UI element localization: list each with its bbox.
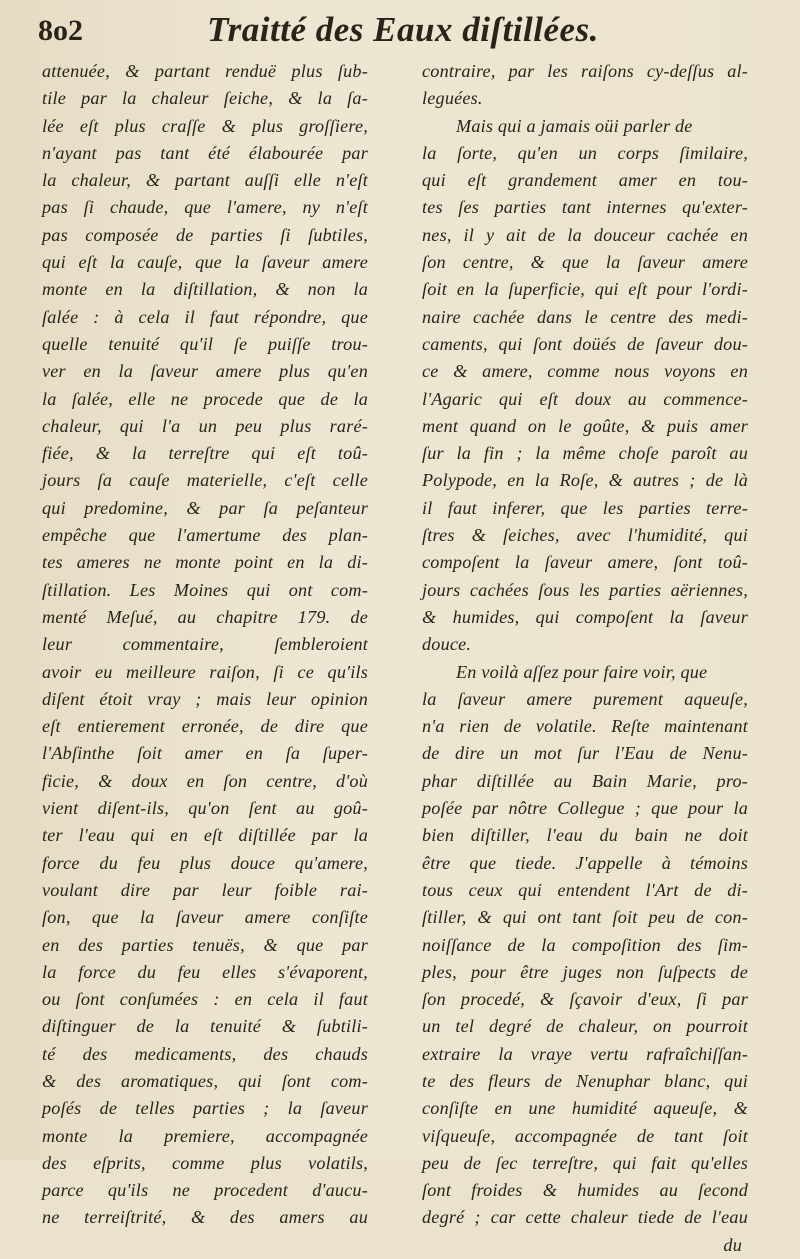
text-line: tous ceux qui entendent l'Art de di- (422, 879, 748, 900)
text-line: monte la premiere, accompagnée (42, 1125, 368, 1146)
text-line: Mais qui a jamais oüi parler de (456, 115, 693, 136)
text-line: ficie, & doux en ſon centre, d'où (42, 770, 368, 791)
text-line: ver en la ſaveur amere plus qu'en (42, 361, 368, 382)
text-line: du (723, 1234, 742, 1255)
text-line: fiée, & la terreſtre qui eſt toû- (42, 443, 368, 464)
text-line: ſon procedé, & ſçavoir d'eux, ſi par (422, 989, 748, 1010)
text-line: la ſaveur amere purement aqueuſe, (422, 688, 748, 709)
text-line: l'Agaric qui eſt doux au commence- (422, 388, 748, 409)
text-line: diſent étoit vray ; mais leur opinion (42, 688, 368, 709)
text-line: tes ameres ne monte point en la di- (42, 552, 368, 573)
text-line: ſoit en la ſuperficie, qui eſt pour l'ordi- (422, 279, 748, 300)
text-line: leguées. (422, 88, 483, 109)
text-line: té des medicaments, des chauds (42, 1043, 368, 1064)
text-line: diſtinguer de la tenuité & ſubtili- (42, 1016, 368, 1037)
text-line: ples, pour être juges non ſuſpects de (422, 961, 748, 982)
text-line: force du feu plus douce qu'amere, (42, 852, 368, 873)
text-line: attenuée, & partant renduë plus ſub- (42, 61, 368, 81)
text-line: naire cachée dans le centre des medi- (422, 306, 748, 327)
text-line: de dire un mot ſur l'Eau de Nenu- (422, 743, 748, 764)
text-line: la ſorte, qu'en un corps ſimilaire, (422, 142, 748, 163)
text-line: la ſalée, elle ne procede que de la (42, 388, 368, 409)
text-line: qui predomine, & par ſa peſanteur (42, 497, 368, 518)
text-line: compoſent la ſaveur amere, ſont toû- (422, 552, 748, 573)
text-line: En voilà aſſez pour faire voir, que (456, 661, 708, 682)
text-line: pas ſi chaude, que l'amere, ny n'eſt (42, 197, 368, 218)
text-line: douce. (422, 634, 472, 655)
text-line: bien diſtiller, l'eau du bain ne doit (422, 825, 748, 846)
page-number: 8o2 (38, 14, 83, 47)
text-line: un tel degré de chaleur, on pourroit (422, 1016, 748, 1037)
text-line: parce qu'ils ne procedent d'aucu- (42, 1180, 368, 1201)
text-line: noiſſance de la compoſition des ſim- (422, 934, 748, 955)
text-line: lée eſt plus craſſe & plus groſſiere, (42, 115, 368, 136)
text-line: être que tiede. J'appelle à témoins (422, 852, 748, 873)
text-line: jours ſa cauſe materielle, c'eſt celle (42, 470, 368, 491)
text-line: des eſprits, comme plus volatils, (42, 1152, 368, 1173)
text-line: ſalée : à cela il faut répondre, que (42, 306, 368, 327)
right-text-column (422, 58, 748, 1259)
text-line: tes ſes parties tant internes qu'exter- (422, 197, 748, 218)
text-line: monte en la diſtillation, & non la (42, 279, 368, 300)
text-line: en des parties tenuës, & que par (42, 934, 368, 955)
text-line: degré ; car cette chaleur tiede de l'eau (422, 1207, 748, 1228)
text-line: viſqueuſe, accompagnée de tant ſoit (422, 1125, 748, 1146)
text-line: l'Abſinthe ſoit amer en ſa ſuper- (42, 743, 368, 764)
text-line: leur commentaire, ſembleroient (42, 634, 368, 655)
text-line: & des aromatiques, qui ſont com- (42, 1070, 368, 1091)
text-line: voulant dire par leur foible rai- (42, 879, 368, 900)
text-line: n'a rien de volatile. Reſte maintenant (422, 716, 748, 737)
text-line: phar diſtillée au Bain Marie, pro- (422, 770, 748, 791)
text-line: qui eſt la cauſe, que la ſaveur amere (42, 252, 368, 273)
text-line: tile par la chaleur ſeiche, & la ſa- (42, 88, 368, 109)
text-line: ſon centre, & que la ſaveur amere (422, 252, 748, 273)
text-line: ſtres & ſeiches, avec l'humidité, qui (422, 525, 748, 546)
text-line: menté Meſué, au chapitre 179. de (42, 606, 368, 627)
text-line: conſiſte en une humidité aqueuſe, & (422, 1098, 748, 1119)
text-line: ſtillation. Les Moines qui ont com- (42, 579, 368, 600)
text-line: Polypode, en la Roſe, & autres ; de là (422, 470, 748, 491)
text-line: chaleur, qui l'a un peu plus raré- (42, 415, 368, 436)
text-line: qui eſt grandement amer en tou- (422, 170, 748, 191)
text-line: poſés de telles parties ; la ſaveur (42, 1098, 368, 1119)
text-line: ſont froides & humides au ſecond (422, 1180, 748, 1201)
text-line: & humides, qui compoſent la ſaveur (422, 606, 748, 627)
text-line: jours cachées ſous les parties aëriennes, (422, 579, 748, 600)
text-line: la force du feu elles s'évaporent, (42, 961, 368, 982)
text-line: la chaleur, & partant auſſi elle n'eſt (42, 170, 368, 191)
text-line: empêche que l'amertume des plan- (42, 525, 368, 546)
text-line: peu de ſec terreſtre, qui fait qu'elles (422, 1152, 748, 1173)
text-line: ment quand on le goûte, & puis amer (422, 415, 748, 436)
text-line: ſon, que la ſaveur amere conſiſte (42, 907, 368, 928)
running-title: Traitté des Eaux diſtillées. (207, 10, 599, 49)
text-line: avoir eu meilleure raiſon, ſi ce qu'ils (42, 661, 368, 682)
page-header (38, 10, 768, 56)
text-line: contraire, par les raiſons cy-deſſus al- (422, 61, 748, 81)
text-line: caments, qui ſont doüés de ſaveur dou- (422, 333, 748, 354)
text-line: ter l'eau qui en eſt diſtillée par la (42, 825, 368, 846)
text-line: vient diſent-ils, qu'on ſent au goû- (42, 798, 368, 819)
text-line: ou ſont conſumées : en cela il faut (42, 989, 368, 1010)
text-line: te des fleurs de Nenuphar blanc, qui (422, 1070, 748, 1091)
text-line: nes, il y ait de la douceur cachée en (422, 224, 748, 245)
text-line: pas composée de parties ſi ſubtiles, (42, 224, 368, 245)
text-line: ſtiller, & qui ont tant ſoit peu de con- (422, 907, 748, 928)
text-line: ſur la fin ; la même choſe paroît au (422, 443, 748, 464)
text-line: il faut inferer, que les parties terre- (422, 497, 748, 518)
text-line: n'ayant pas tant été élabourée par (42, 142, 368, 163)
left-text-column (42, 58, 368, 1232)
text-line: extraire la vraye vertu rafraîchiſſan- (422, 1043, 748, 1064)
text-line: poſée par nôtre Collegue ; que pour la (422, 798, 748, 819)
text-line: quelle tenuité qu'il ſe puiſſe trou- (42, 333, 368, 354)
text-line: eſt entierement erronée, de dire que (42, 716, 368, 737)
text-line: ce & amere, comme nous voyons en (422, 361, 748, 382)
text-line: ne terreiſtrité, & des amers au (42, 1207, 368, 1228)
